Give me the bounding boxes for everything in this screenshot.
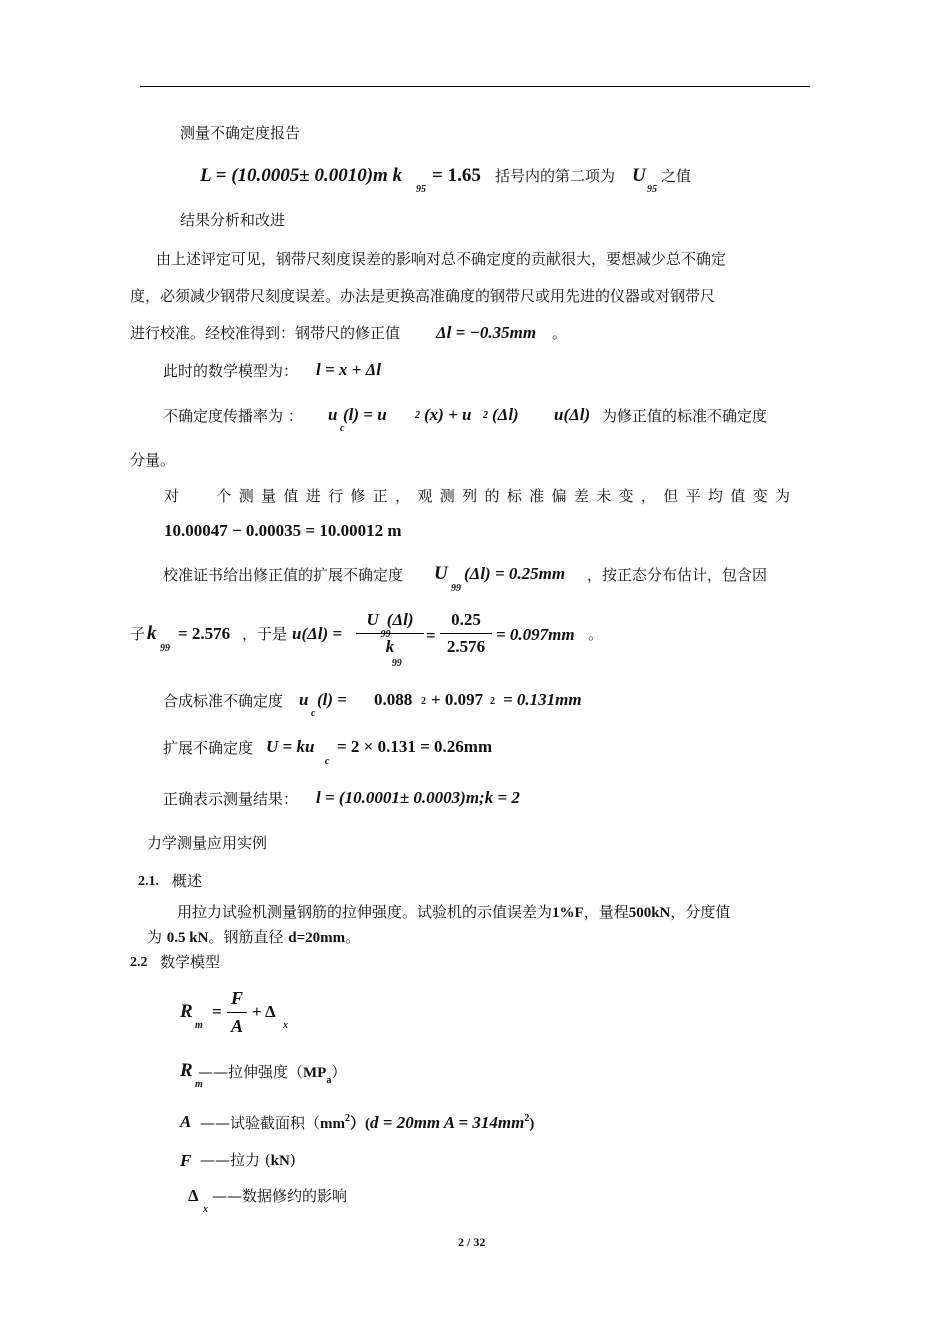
correction-char: 标 [506,487,522,505]
propagation-formula-c: (Δl) [492,405,519,424]
expanded-sub: c [325,756,330,767]
section-2-2-title: 数学模型 [160,953,221,971]
correction-char: 平 [685,487,701,505]
def-f-desc: ——拉力 ( [200,1151,271,1169]
square-3: 2 [421,696,426,707]
def-f-text [200,1153,296,1169]
correction-char: 均 [707,487,723,505]
certificate-formula: (Δl) = 0.25mm [464,564,566,583]
model-r-sub: m [195,1020,203,1031]
s21-line1-d: 500kN [628,905,671,921]
def-r-desc: ——拉伸强度（ [198,1063,304,1081]
def-delta: Δ [188,1186,199,1205]
expanded-formula-b: = 2 × 0.131 = 0.26mm [337,737,493,756]
frac2-den: 2.576 [446,637,486,656]
certificate-text: 校准证书给出修正值的扩展不确定度 [163,566,404,584]
propagation-formula-a: (l) = u [343,405,387,424]
factor-end: 。 [588,625,604,643]
correction-char: 变 [618,487,634,505]
expanded-text: 扩展不确定度 [163,739,254,757]
s21-line2-c: 。钢筋直径 [208,928,284,946]
correction-char: 修 [350,487,366,505]
def-a-unit: mm [320,1116,346,1132]
correction-sentence [164,489,790,504]
correction-char: 观 [417,487,433,505]
analysis-line-3: 进行校准。经校准得到：钢带尺的修正值 [130,324,401,342]
frac2-bar [440,633,492,634]
u95-symbol: U [632,165,646,186]
equals-1: = [426,626,436,645]
correction-char: 值 [730,487,746,505]
square-4: 2 [490,696,495,707]
frac1-num-tail: (Δl) [386,610,414,629]
factor-mid: ，于是 [242,625,288,643]
propagation-u-delta: u(Δl) [554,405,591,424]
s21-line1 [177,905,730,921]
final-formula: l = (10.0001± 0.0003)m;k = 2 [316,788,520,807]
combined-u: u [299,690,309,709]
s21-line1-a: 用拉力试验机测量钢筋的拉伸强度。试验机的示值误差为 [177,903,553,921]
factor-k: k [147,623,157,644]
def-a-text [200,1114,534,1132]
correction-char: 正 [372,487,388,505]
factor-text: 子 [130,625,146,643]
def-f-close: ) [289,1151,296,1169]
def-a: A [180,1112,192,1131]
correction-char: 变 [752,487,768,505]
s21-line1-b: 1%F [552,905,584,921]
correction-char: 量 [261,487,277,505]
def-r: R [180,1060,193,1081]
factor-u: u(Δl) = [292,624,343,643]
analysis-line-3-end: 。 [552,324,568,342]
def-r-sub: m [195,1079,203,1090]
combined-u-sub: c [311,708,316,719]
section-2-1-title: 概述 [172,872,203,890]
combined-formula-c: + 0.097 [431,690,484,709]
section-2-2-number: 2.2 [130,955,148,970]
correction-char: 列 [462,487,478,505]
fraction-u99-over-k99 [356,610,424,669]
certificate-tail: ，按正态分布估计，包含因 [587,566,768,584]
propagation-u: u [328,405,338,424]
frac2-num: 0.25 [451,610,481,629]
def-f: F [180,1151,192,1170]
certificate-u: U [434,563,448,584]
correction-char: 偏 [551,487,567,505]
analysis-line-2: 度，必须减少钢带尺刻度误差。办法是更换高准确度的钢带尺或用先进的仪器或对钢带尺 [130,287,716,305]
s21-line2-a: 为 [147,928,163,946]
model-r: R [180,1001,193,1022]
def-a-desc: ——试验截面积（ [200,1114,321,1132]
correction-char: 进 [305,487,321,505]
combined-formula-a: (l) = [317,690,347,709]
u95-subscript: 95 [647,184,657,195]
correction-char: 的 [484,487,500,505]
model-plus-delta: + Δ [252,1002,276,1021]
def-r-unit: MP [303,1065,327,1081]
square-1: 2 [415,410,420,421]
propagation-u-sub: c [340,423,345,434]
frac1-den: k [385,637,395,656]
report-note-prefix: 括号内的第二项为 [495,167,616,185]
correction-char: 行 [328,487,344,505]
model-x-sub: x [283,1020,288,1031]
factor-value: = 2.576 [178,624,231,643]
correction-char: 测 [238,487,254,505]
s21-line2-b: 0.5 kN [166,930,209,946]
correction-char: ， [395,487,411,505]
correction-char: 但 [663,487,679,505]
propagation-note: 为修正值的标准不确定度 [602,407,768,425]
def-r-unit-sub: a [326,1075,332,1086]
corrected-mean-formula: 10.00047 − 0.00035 = 10.00012 m [164,521,402,540]
page-number: 2 / 32 [458,1235,486,1249]
correction-char: 差 [573,487,589,505]
analysis-line-1: 由上述评定可见，钢带尺刻度误差的影响对总不确定度的贡献很大，要想减少总不确定 [156,250,727,268]
combined-text: 合成标准不确定度 [163,692,284,710]
fraction-numeric [440,610,492,657]
model-bar [227,1012,247,1013]
def-a-unit-sq: 2 [345,1113,351,1124]
report-note-suffix: 之值 [661,167,692,185]
s21-line2 [147,930,360,946]
model-a: A [230,1016,243,1036]
def-f-unit: kN [270,1153,290,1169]
header-rule [140,86,810,87]
correction-char: 未 [596,487,612,505]
s21-line2-e: 。 [345,928,361,946]
model-label: 此时的数学模型为： [163,362,299,380]
correction-char: 准 [529,487,545,505]
certificate-u-sub: 99 [451,583,461,594]
def-a-close: ）( [350,1116,371,1132]
expanded-formula: U = ku [266,737,315,756]
factor-k-sub: 99 [160,643,170,654]
propagation-label: 不确定度传播率为 ： [163,407,303,425]
analysis-heading: 结果分析和改进 [180,211,286,229]
correction-char: 为 [774,487,790,505]
model-eq: = [212,1002,222,1021]
square-2: 2 [483,410,488,421]
def-a-formula-sq: 2 [524,1113,530,1124]
k95-subscript: 95 [416,184,426,195]
correction-char: 值 [283,487,299,505]
propagation-note-2: 分量。 [130,451,176,469]
section-2-1-number: 2.1. [138,874,159,889]
correction-char: 个 [216,487,232,505]
s21-line1-e: ，分度值 [670,903,731,921]
correction-char: 测 [439,487,455,505]
def-delta-text: ——数据修约的影响 [212,1187,348,1205]
k95-value: = 1.65 [432,165,481,186]
combined-formula-d: = 0.131mm [503,690,582,709]
result-formula: L = (10.0005± 0.0010)m k [200,165,403,186]
def-r-text [198,1063,347,1086]
frac1-num-u: U [366,610,379,629]
report-heading: 测量不确定度报告 [180,124,301,142]
propagation-formula-b: (x) + u [424,405,472,424]
example-heading: 力学测量应用实例 [147,834,268,852]
model-fraction [227,988,247,1037]
correction-char: ， [640,487,656,505]
s21-line1-c: ，量程 [583,903,629,921]
model-f: F [230,988,243,1008]
def-r-close: ） [331,1063,347,1081]
final-text: 正确表示测量结果： [163,790,299,808]
def-a-end: ) [529,1116,535,1132]
def-delta-sub: x [203,1204,208,1215]
model-formula: l = x + Δl [316,360,381,379]
combined-formula-b: 0.088 [374,690,413,709]
correction-char: 对 [164,487,180,505]
def-a-formula: d = 20mm A = 314mm [370,1113,525,1132]
factor-result: = 0.097mm [496,625,575,644]
frac1-num-sub: 99 [380,629,391,640]
s21-line2-d: d=20mm [288,930,346,946]
correction-formula: Δl = −0.35mm [436,323,537,342]
frac1-den-sub: 99 [391,658,402,669]
